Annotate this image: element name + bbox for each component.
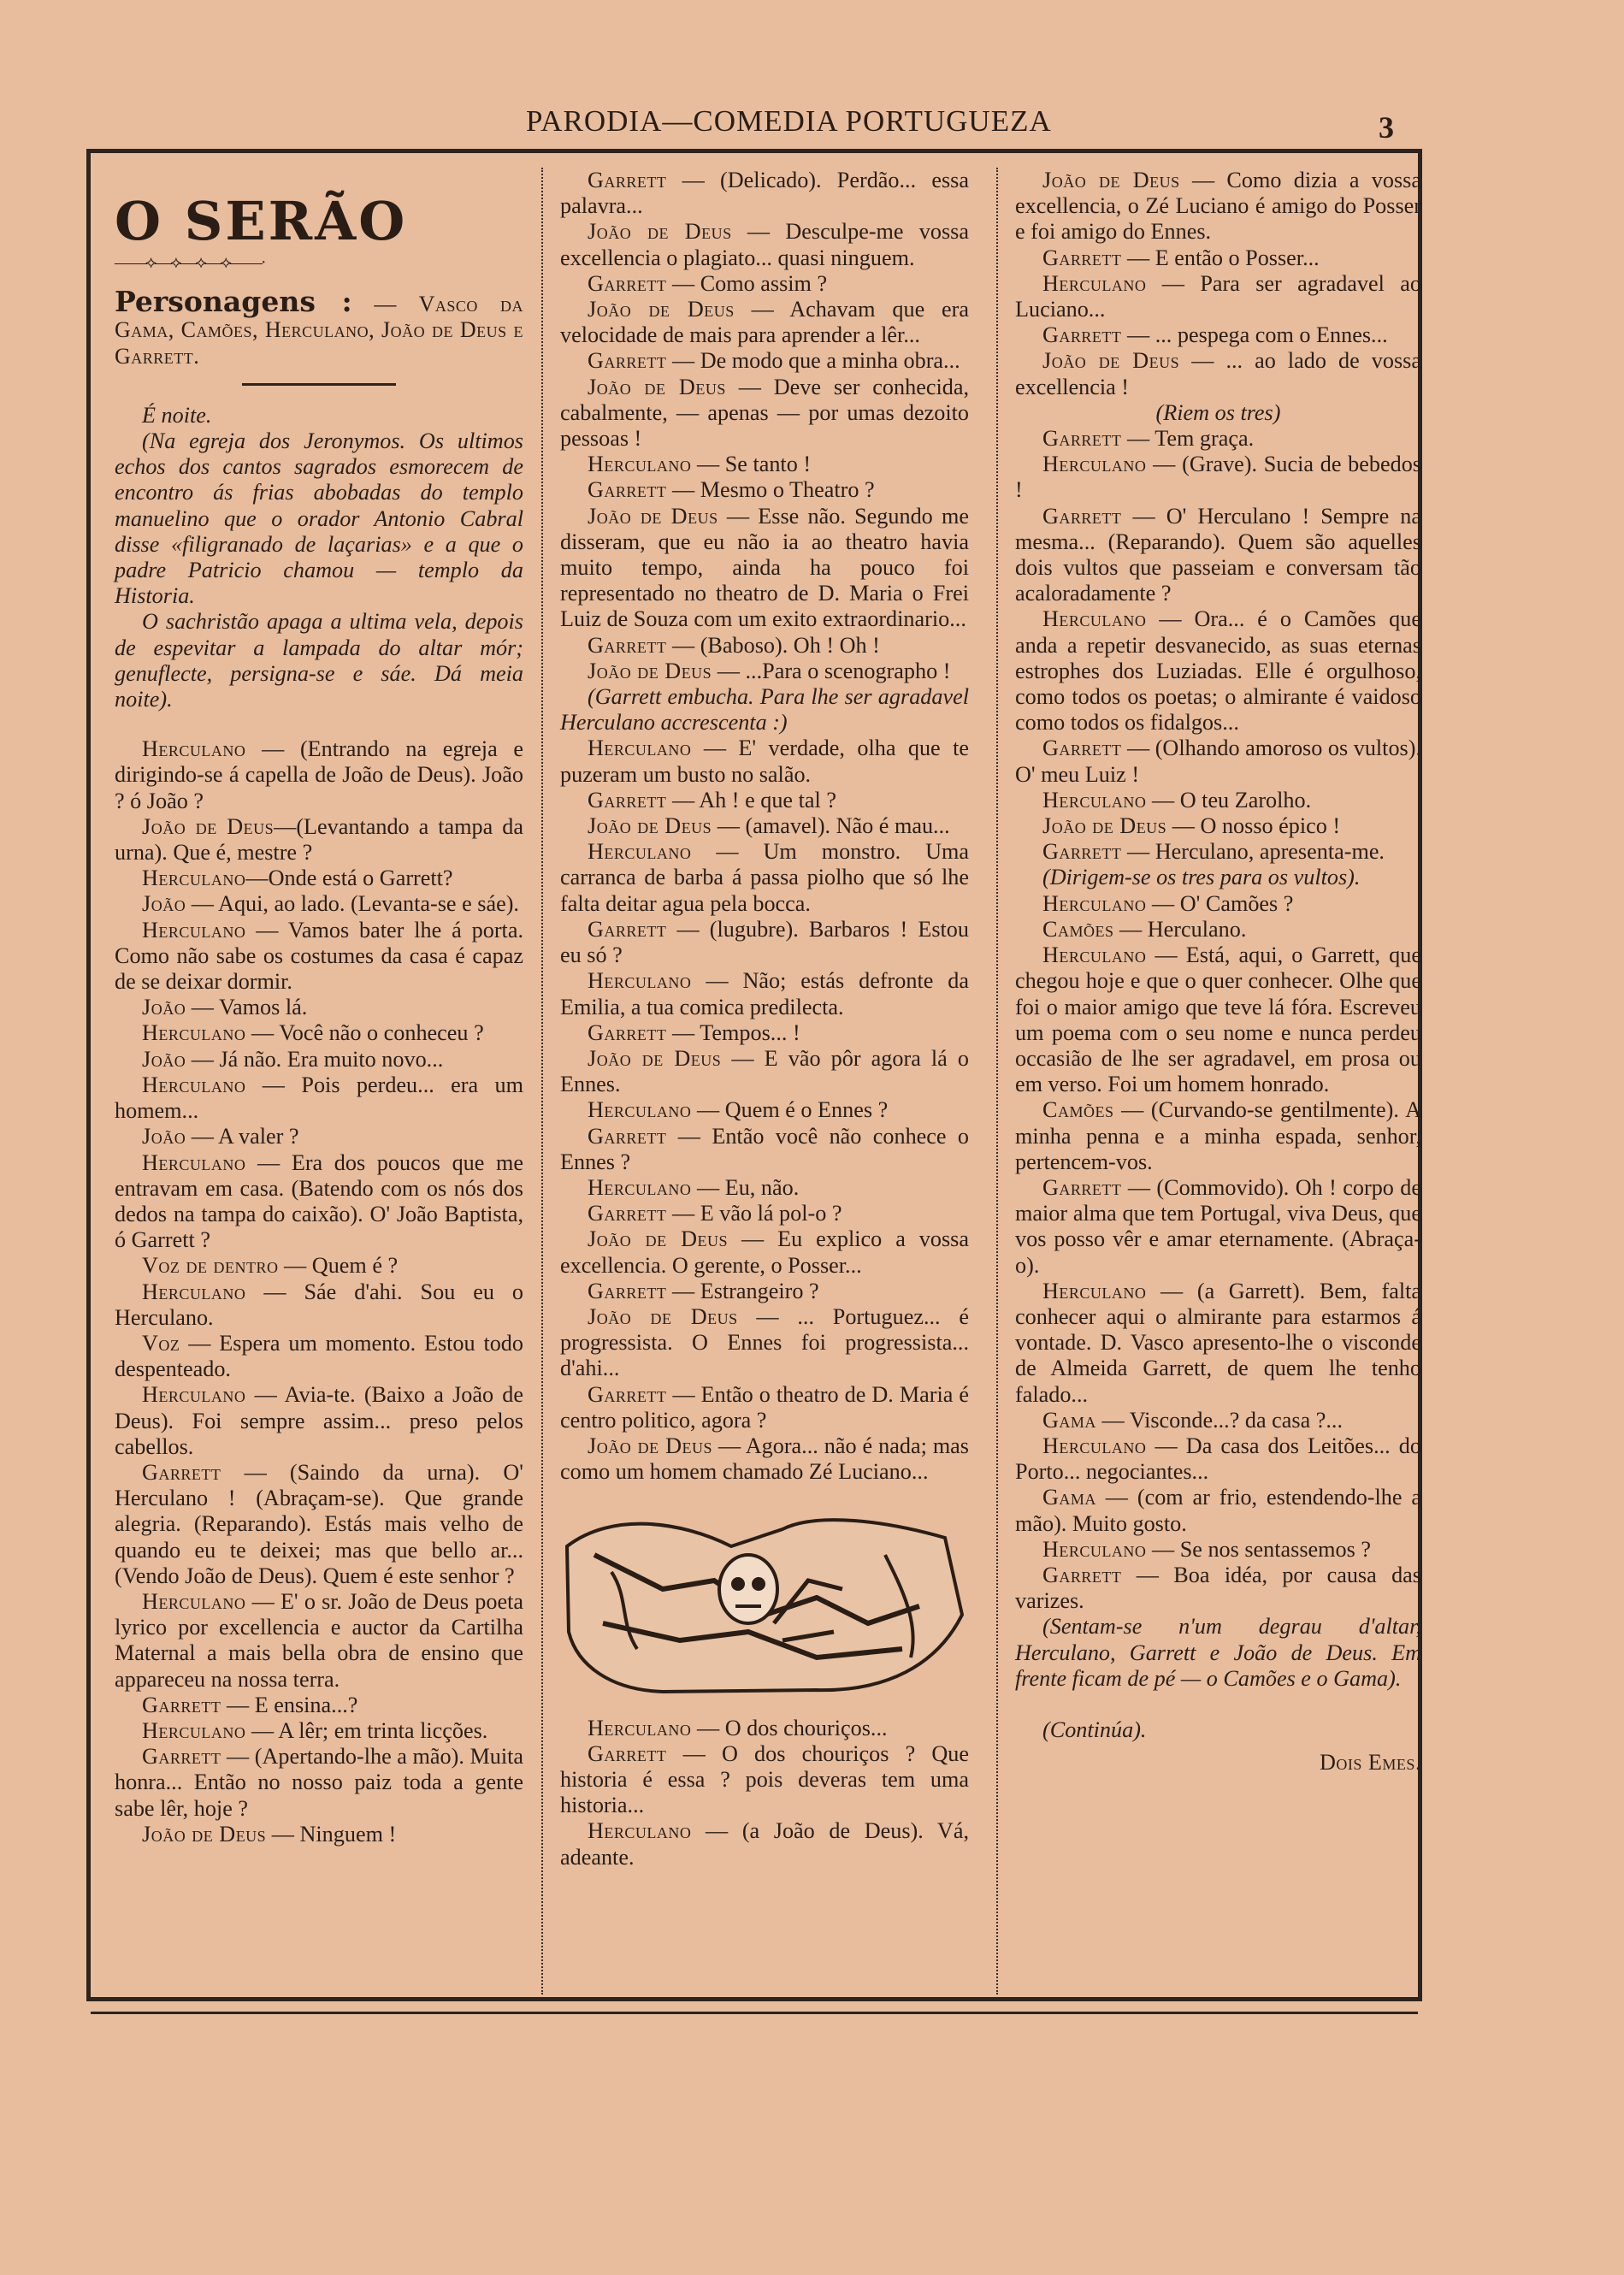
speaker-name: João [142, 1124, 186, 1149]
dialogue-line [115, 1744, 523, 1822]
dialogue-line [560, 736, 969, 787]
speech-text: — Então o theatro de D. Maria é centro politico, agora ? [560, 1381, 969, 1433]
speech-text: — ...Para o scenographo ! [712, 658, 951, 683]
speaker-name: Garrett [142, 1692, 221, 1717]
speaker-name: João [142, 891, 186, 917]
speech-text: — (Grave). Sucia de bebedos ! [1015, 452, 1421, 503]
speaker-name: Garrett [588, 1740, 667, 1766]
speech-text: —Onde está o Garrett? [245, 866, 453, 891]
dialogue-line [560, 1279, 969, 1304]
speaker-name: Garrett [142, 1459, 221, 1485]
speaker-name: Herculano [1042, 942, 1147, 968]
speech-text: — Ora... é o Camões que anda a repetir desvanecido, as suas eternas estrophes dos Luziadas. Elle é orgulhoso, como todos os poetas; o almirante é vaidoso como todos os fidalgos... [1015, 606, 1421, 736]
speaker-name: João de Deus [588, 374, 726, 399]
dialogue-line [1015, 606, 1421, 736]
dialogue-line [560, 375, 969, 452]
dialogue-line [560, 1433, 969, 1485]
dialogue-column-3 [1015, 168, 1421, 1692]
title-ornament: ——⟡—⟡—⟡—⟡——· [115, 253, 265, 272]
dialogue-line [1015, 322, 1421, 348]
dialogue-line [1015, 788, 1421, 813]
dialogue-line [560, 297, 969, 348]
speech-text: — (Delicado). Perdão... essa palavra... [560, 168, 969, 219]
spacer [115, 712, 523, 736]
speech-text: — (Commovido). Oh ! corpo de maior alma que tem Portugal, viva Deus, que vos posso vêr e amar eternamente. (Abraça-o). [1015, 1174, 1421, 1278]
skull-eye [731, 1577, 745, 1591]
dialogue-column-1 [115, 736, 523, 1847]
dialogue-line [115, 1279, 523, 1331]
dialogue-line [560, 1741, 969, 1819]
speech-text: — Vamos lá. [186, 995, 308, 1020]
speech-text: — Espera um momento. Estou todo despenteado. [115, 1330, 523, 1382]
speaker-name: Garrett [588, 916, 667, 942]
speech-text: — Você não o conheceu ? [245, 1020, 484, 1046]
dialogue-line [1015, 1408, 1421, 1433]
dialogue-line [560, 1226, 969, 1278]
dialogue-line [1015, 400, 1421, 426]
personae-label: Personagens : [115, 285, 352, 319]
page-number: 3 [1379, 110, 1394, 145]
signature: Dois Emes. [1319, 1750, 1421, 1776]
speaker-name: Herculano [142, 917, 246, 942]
speaker-name: João [142, 1046, 186, 1072]
speech-text: — E vão lá pol-o ? [666, 1201, 842, 1226]
dialogue-line [560, 1046, 969, 1097]
speech-text: — Se tanto ! [691, 452, 812, 477]
speech-text: — Agora... não é nada; mas como um homem chamado Zé Luciano... [560, 1433, 970, 1485]
speech-text: — Da casa dos Leitões... do Porto... negociantes... [1015, 1433, 1421, 1485]
speaker-name: Herculano [1042, 270, 1147, 296]
speaker-name: Herculano [142, 736, 246, 762]
speech-text: — Achavam que era velocidade de mais para aprender a lêr... [560, 297, 969, 348]
dialogue-line [560, 633, 969, 659]
speech-text: — Tempos... ! [666, 1019, 800, 1045]
speaker-name: Herculano [142, 1072, 246, 1097]
speaker-name: Herculano [588, 452, 692, 477]
speech-text: — O nosso épico ! [1166, 813, 1341, 839]
speech-text: — Está, aqui, o Garrett, que chegou hoje e que o quer conhecer. Olhe que foi o maior amigo que teve lá fóra. Escreveu um poema com o seu nome e nunca perdeu occasião de lhe ser agradavel, em prosa ou em verso. Foi um homem honrado. [1015, 942, 1421, 1097]
speaker-name: Garrett [588, 787, 667, 812]
speech-text: —(Levantando a tampa da urna). Que é, mestre ? [115, 813, 523, 866]
divider [242, 383, 396, 386]
stage-direction: É noite. [142, 402, 212, 428]
skull-eye [752, 1577, 765, 1591]
speaker-name: Garrett [588, 1278, 667, 1303]
dialogue-line [1015, 891, 1421, 917]
speech-text: — Estrangeiro ? [666, 1278, 819, 1303]
speech-text: — (Saindo da urna). O' Herculano ! (Abraçam-se). Que grande alegria. (Reparando). Estás mais velho de quando eu te deixei; mas que bello ar... (Vendo João de Deus). Quem é este senhor ? [115, 1459, 523, 1588]
speaker-name: Garrett [588, 168, 667, 192]
speaker-name: Garrett [142, 1744, 221, 1770]
speech-text: — Como dizia a vossa excellencia, o Zé Luciano é amigo do Posser e foi amigo do Ennes. [1015, 168, 1421, 245]
speaker-name: João de Deus [142, 1821, 267, 1847]
speaker-name: Herculano [588, 968, 692, 994]
dialogue-line [560, 219, 969, 270]
dialogue-line [560, 477, 969, 503]
speaker-name: Garrett [1042, 839, 1122, 865]
dialogue-line [115, 1072, 523, 1124]
speaker-name: Garrett [588, 1381, 667, 1407]
speaker-name: Herculano [588, 1174, 692, 1200]
dialogue-line [1015, 271, 1421, 322]
dialogue-line [1015, 1097, 1421, 1175]
speaker-name: Herculano [1042, 787, 1147, 812]
speech-text: — O' Herculano ! Sempre na mesma... (Reparando). Quem são aquelles dois vultos que passeiam e conversam tão acaloradamente ? [1015, 503, 1421, 606]
speaker-name: Garrett [1042, 503, 1122, 529]
speaker-name: Garrett [588, 348, 667, 374]
speaker-name: Herculano [142, 1382, 246, 1408]
skeleton-illustration [560, 1495, 969, 1700]
dialogue-line [115, 1047, 523, 1072]
dialogue-column-2a [560, 168, 969, 1485]
dialogue-line [560, 968, 969, 1019]
dialogue-line [560, 1097, 969, 1123]
dialogue-line [115, 1253, 523, 1279]
dialogue-line [560, 1716, 969, 1741]
speech-text: — De modo que a minha obra... [666, 348, 960, 374]
dialogue-line [1015, 245, 1421, 271]
dialogue-line [560, 659, 969, 684]
speech-text: — Então você não conhece o Ennes ? [560, 1123, 969, 1174]
speaker-name: João de Deus [1042, 348, 1180, 374]
speech-text: — Era dos poucos que me entravam em casa. (Batendo com os nós dos dedos na tampa do caixão). O' João Baptista, ó Garrett ? [115, 1149, 523, 1253]
speaker-name: João de Deus [588, 1045, 722, 1071]
speaker-name: Herculano [1042, 890, 1147, 916]
speaker-name: Garrett [588, 1201, 667, 1226]
speech-text: — E vão pôr agora lá o Ennes. [560, 1045, 969, 1097]
dialogue-line [560, 271, 969, 297]
speech-text: — Tem graça. [1121, 426, 1255, 452]
speech-text: — O dos chouriços ? Que historia é essa ? pois deveras tem uma historia... [560, 1740, 969, 1818]
speaker-name: Herculano [588, 839, 692, 865]
speaker-name: Herculano [142, 1279, 246, 1304]
dialogue-line [1015, 1614, 1421, 1692]
speech-text: — Se nos sentassemos ? [1146, 1536, 1372, 1562]
speaker-name: João de Deus [588, 297, 735, 322]
speaker-name: Herculano [142, 1149, 246, 1175]
dialogue-line [115, 1150, 523, 1254]
dialogue-line [115, 736, 523, 814]
dialogue-line [115, 1460, 523, 1589]
dialogue-line [560, 788, 969, 813]
speech-text: — E então o Posser... [1121, 245, 1320, 270]
speech-text: (Sentam-se n'um degrau d'altar, Herculano, Garrett e João de Deus. Em frente ficam de pé — o Camões e o Gama). [1015, 1614, 1421, 1691]
speaker-name: João de Deus [588, 1433, 713, 1458]
dialogue-line [560, 684, 969, 736]
speech-text: (Dirigem-se os tres para os vultos). [1042, 865, 1361, 890]
stage-direction: O sachristão apaga a ultima vela, depois de espevitar a lampada do altar mór; genuflecte, persigna-se e sáe. Dá meia noite). [115, 609, 523, 712]
skull [719, 1555, 777, 1623]
speech-text: — Deve ser conhecida, cabalmente, — apenas — por umas dezoito pessoas ! [560, 374, 969, 452]
running-title: PARODIA—COMEDIA PORTUGUEZA [526, 104, 1052, 138]
speaker-name: Herculano [1042, 452, 1147, 477]
speech-text: — Vamos bater lhe á porta. Como não sabe os costumes da casa é capaz de se deixar dormir. [115, 917, 523, 995]
speaker-name: João de Deus [142, 813, 275, 839]
dialogue-line [1015, 736, 1421, 787]
page-header [0, 99, 1624, 151]
dialogue-line [560, 504, 969, 633]
speech-text: — (Entrando na egreja e dirigindo-se á capella de João de Deus). João ? ó João ? [115, 736, 523, 813]
column-divider [541, 168, 543, 1994]
dialogue-line [115, 866, 523, 891]
speaker-name: João de Deus [588, 658, 712, 683]
dialogue-line [115, 1020, 523, 1046]
speech-text: — Quem é ? [278, 1253, 399, 1279]
dialogue-line [1015, 1279, 1421, 1408]
dialogue-line [115, 891, 523, 917]
speech-text: — (Curvando-se gentilmente). A minha penna e a minha espada, senhor, pertencem-vos. [1015, 1097, 1421, 1174]
dialogue-line [1015, 452, 1421, 503]
stage-intro [115, 403, 523, 712]
dialogue-line [560, 1201, 969, 1226]
speech-text: (Riem os tres) [1155, 399, 1281, 425]
dialogue-line [1015, 426, 1421, 452]
speaker-name: Herculano [588, 1818, 692, 1844]
dialogue-line [115, 1124, 523, 1149]
dialogue-line [1015, 839, 1421, 865]
speech-text: — ... ao lado de vossa excellencia ! [1015, 348, 1421, 399]
speaker-name: João de Deus [588, 1226, 729, 1252]
dialogue-line [1015, 865, 1421, 890]
speech-text: — O' Camões ? [1146, 890, 1294, 916]
speaker-name: Garrett [1042, 426, 1122, 452]
speaker-name: Garrett [588, 477, 667, 503]
speech-text: — ... Portuguez... é progressista. O Ennes foi progressista... d'ahi... [560, 1303, 969, 1381]
speaker-name: Herculano [142, 1717, 246, 1743]
speech-text: — ... pespega com o Ennes... [1121, 322, 1388, 348]
speaker-name: João de Deus [1042, 168, 1180, 192]
speaker-name: Herculano [1042, 606, 1147, 632]
dialogue-line [560, 1382, 969, 1433]
speaker-name: Gama [1042, 1485, 1096, 1510]
speech-text: — (Olhando amoroso os vultos). O' meu Luiz ! [1015, 736, 1422, 787]
speaker-name: Herculano [142, 866, 246, 891]
speaker-name: Herculano [1042, 1536, 1147, 1562]
speaker-name: Herculano [142, 1588, 246, 1614]
article-title: O SERÃO [115, 190, 408, 252]
speaker-name: João de Deus [588, 503, 718, 529]
speaker-name: Garrett [588, 1019, 667, 1045]
column-3 [1015, 168, 1421, 1776]
dialogue-line [1015, 1485, 1421, 1536]
dialogue-line [1015, 348, 1421, 399]
speaker-name: João [142, 995, 186, 1020]
speech-text: — Aqui, ao lado. (Levanta-se e sáe). [186, 891, 519, 917]
dialogue-line [115, 1718, 523, 1744]
dialogue-line [560, 839, 969, 917]
dialogue-line [115, 814, 523, 866]
speech-text: — (Apertando-lhe a mão). Muita honra... Então no nosso paiz toda a gente sabe lêr, hoje ? [115, 1744, 523, 1821]
speech-text: — A valer ? [186, 1124, 299, 1149]
dialogue-line [1015, 917, 1421, 942]
dialogue-line [115, 1331, 523, 1382]
dialogue-line [1015, 942, 1421, 1097]
speaker-name: João de Deus [1042, 813, 1167, 839]
dialogue-line [1015, 813, 1421, 839]
speech-text: — Já não. Era muito novo... [186, 1046, 444, 1072]
speaker-name: João de Deus [588, 1303, 738, 1329]
dialogue-line [1015, 1433, 1421, 1485]
dialogue-line [560, 1818, 969, 1870]
dialogue-line [560, 1020, 969, 1046]
speaker-name: Herculano [588, 736, 692, 761]
speech-text: — Herculano, apresenta-me. [1121, 839, 1385, 865]
speaker-name: Voz de dentro [142, 1253, 279, 1279]
dialogue-line [1015, 1563, 1421, 1614]
dialogue-line [560, 813, 969, 839]
speaker-name: Voz [142, 1330, 180, 1356]
dialogue-line [115, 1693, 523, 1718]
speaker-name: Garrett [588, 270, 667, 296]
speech-text: — Eu explico a vossa excellencia. O gerente, o Posser... [560, 1226, 969, 1278]
speech-text: — Esse não. Segundo me disseram, que eu não ia ao theatro havia muito tempo, ainda ha pouco foi representado no theatro de D. Maria o Frei Luiz de Souza com um exito extraordinario... [560, 503, 969, 632]
speech-text: — Visconde...? da casa ?... [1095, 1407, 1343, 1433]
dialogue-line [560, 1304, 969, 1382]
speech-text: — Sáe d'ahi. Sou eu o Herculano. [115, 1279, 523, 1330]
speaker-name: Garrett [588, 632, 667, 658]
column-1 [115, 168, 523, 1847]
speech-text: — (lugubre). Barbaros ! Estou eu só ? [560, 916, 969, 968]
personae-list: — Vasco da Gama, Camões, Herculano, João de Deus e Garrett. [115, 292, 523, 369]
dialogue-line [115, 1382, 523, 1460]
speech-text: — Herculano. [1113, 916, 1247, 942]
speaker-name: Camões [1042, 1097, 1114, 1123]
speech-text: (Garrett embucha. Para lhe ser agradavel Herculano accrescenta :) [560, 684, 969, 736]
speaker-name: Herculano [588, 1715, 692, 1740]
speech-text: — Avia-te. (Baixo a João de Deus). Foi sempre assim... preso pelos cabellos. [115, 1382, 523, 1459]
speaker-name: João de Deus [588, 219, 732, 245]
speech-text: — Para ser agradavel ao Luciano... [1015, 270, 1421, 322]
speaker-name: Garrett [1042, 322, 1122, 348]
speaker-name: Garrett [1042, 1174, 1122, 1200]
dialogue-line [560, 348, 969, 374]
speaker-name: Herculano [1042, 1278, 1147, 1303]
dialogue-line [115, 1822, 523, 1847]
speaker-name: Garrett [588, 1123, 667, 1149]
speech-text: — Boa idéa, por causa das varizes. [1015, 1562, 1421, 1614]
speech-text: — Como assim ? [666, 270, 828, 296]
speaker-name: Garrett [1042, 736, 1122, 761]
dialogue-line [560, 1124, 969, 1175]
speech-text: — Pois perdeu... era um homem... [115, 1072, 523, 1124]
speech-text: — (amavel). Não é mau... [712, 813, 950, 839]
stage-direction: (Na egreja dos Jeronymos. Os ultimos echos dos cantos sagrados esmorecem de encontro ás frias abobadas do templo manuelino que o orador Antonio Cabral disse «filigranado de laçarias» e a que o padre Patricio chamou — templo da Historia. [115, 428, 523, 609]
speech-text: — E' verdade, olha que te puzeram um busto no salão. [560, 736, 969, 787]
dialogue-line [1015, 1175, 1421, 1279]
dialogue-line [115, 995, 523, 1020]
speech-text: — Mesmo o Theatro ? [666, 477, 875, 503]
speech-text: — Eu, não. [691, 1174, 800, 1200]
dialogue-line [115, 1589, 523, 1693]
dialogue-line [560, 168, 969, 219]
speaker-name: Garrett [1042, 245, 1122, 270]
dialogue-line [560, 1175, 969, 1201]
column-divider [996, 168, 998, 1994]
continued-note: (Continúa). [1042, 1717, 1147, 1742]
dialogue-line [115, 918, 523, 996]
speech-text: — Ninguem ! [266, 1821, 397, 1847]
speech-text: — E ensina...? [221, 1692, 358, 1717]
dialogue-line [1015, 504, 1421, 607]
speech-text: — (a Garrett). Bem, falta conhecer aqui o almirante para estarmos á vontade. D. Vasco apresento-lhe o visconde de Almeida Garrett, de quem lhe tenho falado... [1015, 1278, 1421, 1407]
speech-text: — Não; estás defronte da Emilia, a tua comica predilecta. [560, 968, 969, 1019]
speech-text: — O teu Zarolho. [1146, 787, 1312, 812]
speaker-name: Herculano [1042, 1433, 1147, 1458]
speech-text: — Quem é o Ennes ? [691, 1097, 889, 1123]
speaker-name: João de Deus [588, 813, 712, 839]
speaker-name: Herculano [588, 1097, 692, 1123]
speech-text: — (com ar frio, estendendo-lhe a mão). Muito gosto. [1015, 1485, 1421, 1536]
personae [115, 285, 523, 369]
column-2 [560, 168, 969, 1870]
speech-text: — Desculpe-me vossa excellencia o plagiato... quasi ninguem. [560, 219, 970, 270]
speech-text: — Ah ! e que tal ? [666, 787, 836, 812]
speech-text: — A lêr; em trinta licções. [245, 1717, 488, 1743]
speaker-name: Camões [1042, 916, 1114, 942]
speaker-name: Gama [1042, 1407, 1096, 1433]
speech-text: — O dos chouriços... [691, 1715, 888, 1740]
dialogue-line [1015, 1537, 1421, 1563]
dialogue-line [560, 917, 969, 968]
dialogue-column-2b [560, 1716, 969, 1870]
speech-text: — E' o sr. João de Deus poeta lyrico por excellencia e auctor da Cartilha Maternal a mais bella obra de ensino que appareceu na nossa terra. [115, 1588, 523, 1692]
speech-text: — (a João de Deus). Vá, adeante. [560, 1818, 969, 1870]
speech-text: — Um monstro. Uma carranca de barba á passa piolho que só lhe falta deitar agua pela bocca. [560, 839, 969, 916]
dialogue-line [1015, 168, 1421, 245]
speaker-name: Herculano [142, 1020, 246, 1046]
speech-text: — (Baboso). Oh ! Oh ! [666, 632, 880, 658]
dialogue-line [560, 452, 969, 477]
speaker-name: Garrett [1042, 1562, 1122, 1587]
